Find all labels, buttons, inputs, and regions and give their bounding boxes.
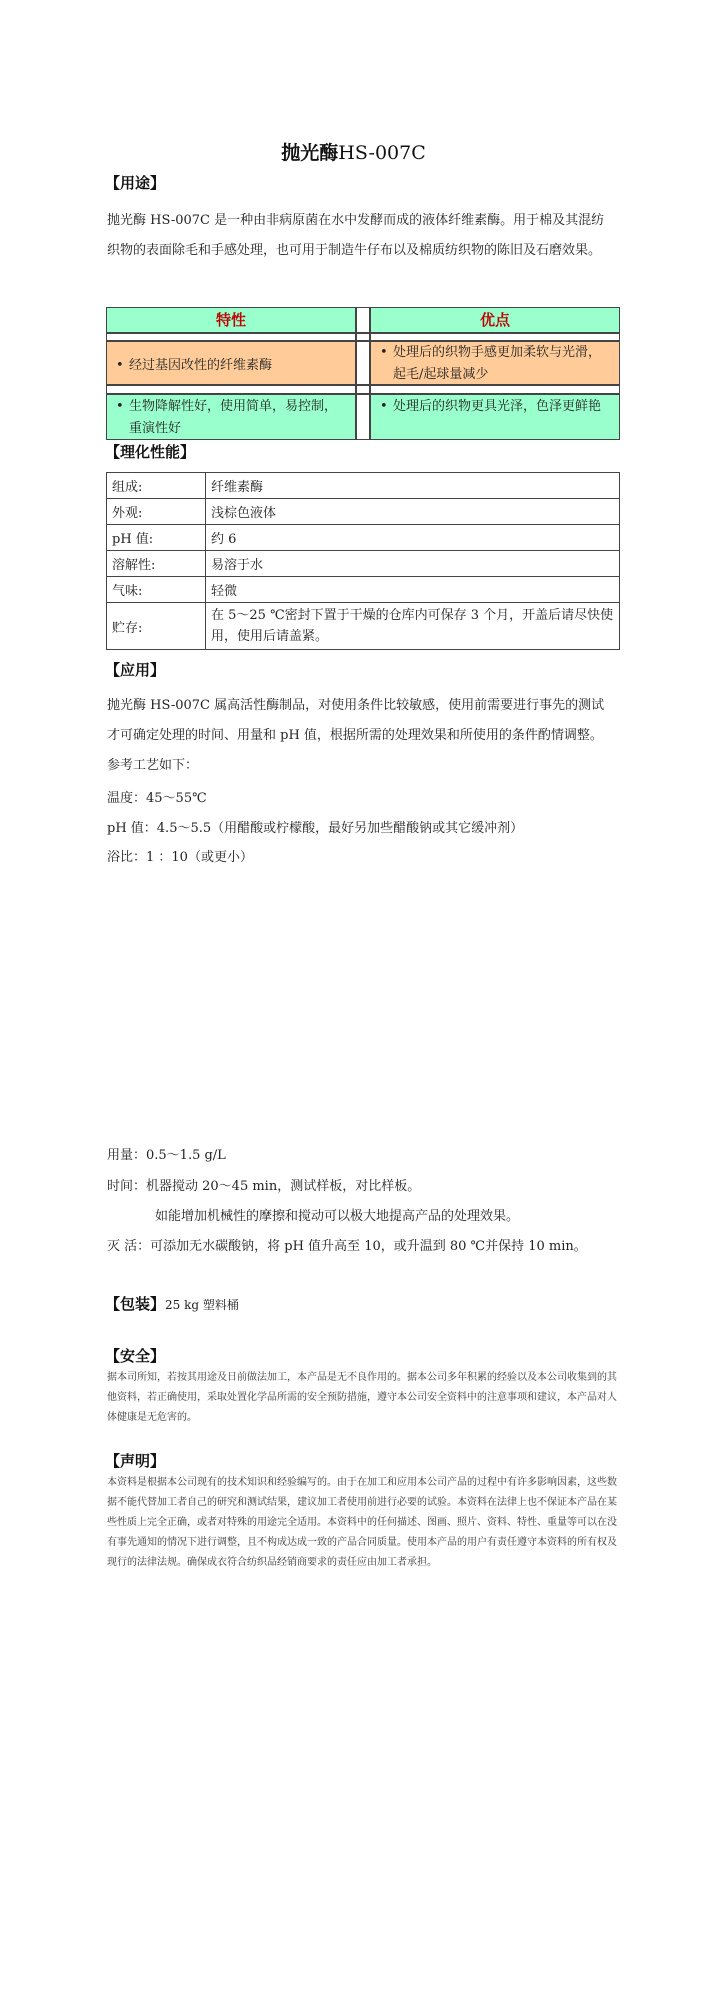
benefit-text: • 处理后的织物手感更加柔软与光滑，起毛/起球量减少 <box>371 338 621 386</box>
table-row <box>107 577 620 603</box>
application-time: 时间：机器搅动 20～45 min，测试样板，对比样板。 <box>107 1179 421 1194</box>
table-gap-cell <box>356 307 370 333</box>
table-row <box>107 499 620 525</box>
application-ph: pH 值：4.5～5.5（用醋酸或柠檬酸，最好另加些醋酸钠或其它缓冲剂） <box>107 821 524 836</box>
title-code: HS-007C <box>338 142 426 164</box>
application-temp: 温度：45～55℃ <box>107 791 207 806</box>
spacer-cell <box>356 333 370 341</box>
statement-heading: 【声明】 <box>105 1452 166 1470</box>
table-row <box>107 551 620 577</box>
table-row <box>107 473 620 499</box>
packaging-line <box>105 1293 239 1314</box>
packaging-heading: 【包装】 <box>105 1295 166 1313</box>
property-value: 约 6 <box>206 525 620 551</box>
table-gap-cell <box>356 341 370 385</box>
title-name: 抛光酶 <box>281 142 339 164</box>
spacer-cell <box>356 385 370 394</box>
application-dosage: 用量：0.5～1.5 g/L <box>107 1148 226 1163</box>
packaging-text: 25 kg 塑料桶 <box>165 1298 239 1312</box>
property-value: 轻微 <box>206 577 620 603</box>
table-gap-cell <box>356 394 370 440</box>
benefit-cell <box>370 341 620 385</box>
property-value: 易溶于水 <box>206 551 620 577</box>
application-heading: 【应用】 <box>105 661 166 679</box>
application-intro: 抛光酶 HS-007C 属高活性酶制品，对使用条件比较敏感，使用前需要进行事先的测试才可确定处理的时间、用量和 pH 值，根据所需的处理效果和所使用的条件酌情调整。参考工艺如下： <box>107 698 605 773</box>
table-row <box>107 603 620 650</box>
benefits-header: 优点 <box>370 307 620 333</box>
usage-text: 抛光酶 HS-007C 是一种由非病原菌在水中发酵而成的液体纤维素酶。用于棉及其混纺织物的表面除毛和手感处理，也可用于制造牛仔布以及棉质纺织物的陈旧及石磨效果。 <box>107 213 605 258</box>
property-value: 纤维素酶 <box>206 473 620 499</box>
feature-cell <box>106 394 356 440</box>
property-key: 组成: <box>107 473 206 499</box>
property-value: 在 5～25 ℃密封下置于干燥的仓库内可保存 3 个月，开盖后请尽快使用，使用后请盖紧。 <box>206 603 620 650</box>
page-title <box>0 138 707 165</box>
table-row <box>107 525 620 551</box>
feature-text: • 经过基因改性的纤维素酶 <box>107 351 357 377</box>
application-deactivate: 灭 活：可添加无水碳酸钠，将 pH 值升高至 10，或升温到 80 ℃并保持 10 min。 <box>107 1239 587 1254</box>
property-key: pH 值: <box>107 525 206 551</box>
property-key: 气味: <box>107 577 206 603</box>
usage-heading: 【用途】 <box>105 174 166 192</box>
properties-table <box>106 472 620 650</box>
application-ratio: 浴比：1 ：10（或更小） <box>107 850 253 865</box>
features-header: 特性 <box>106 307 356 333</box>
property-value: 浅棕色液体 <box>206 499 620 525</box>
feature-cell <box>106 341 356 385</box>
benefit-text: • 处理后的织物更具光泽，色泽更鲜艳 <box>371 392 621 418</box>
safety-text: 据本司所知，若按其用途及日前做法加工，本产品是无不良作用的。据本公司多年积累的经验以及本公司收集到的其他资料，若正确使用，采取处置化学品所需的安全预防措施，遵守本公司安全资料中的注意事项和建议，本产品对人体健康是无危害的。 <box>107 1372 617 1423</box>
spacer-cell <box>106 333 356 341</box>
properties-heading: 【理化性能】 <box>105 443 196 461</box>
statement-text: 本资料是根据本公司现有的技术知识和经验编写的。由于在加工和应用本公司产品的过程中有许多影响因素，这些数据不能代替加工者自己的研究和测试结果，建议加工者使用前进行必要的试验。本资料在法律上也不保证本产品在某些性质上完全正确，或者对特殊的用途完全适用。本资料中的任何描述、图画、照片、资料、特性、重量等可以在没有事先通知的情况下进行调整，且不构成达成一致的产品合同质量。使用本产品的用户有责任遵守本资料的所有权及现行的法律法规。确保成衣符合纺织品经销商要求的责任应由加工者承担。 <box>107 1477 617 1568</box>
application-note: 如能增加机械性的摩擦和搅动可以极大地提高产品的处理效果。 <box>155 1209 520 1224</box>
property-key: 外观: <box>107 499 206 525</box>
property-key: 贮存: <box>107 603 206 650</box>
features-table <box>106 307 620 440</box>
safety-heading: 【安全】 <box>105 1347 166 1365</box>
feature-text: • 生物降解性好，使用简单，易控制，重演性好 <box>107 392 357 440</box>
property-key: 溶解性: <box>107 551 206 577</box>
benefit-cell <box>370 394 620 440</box>
